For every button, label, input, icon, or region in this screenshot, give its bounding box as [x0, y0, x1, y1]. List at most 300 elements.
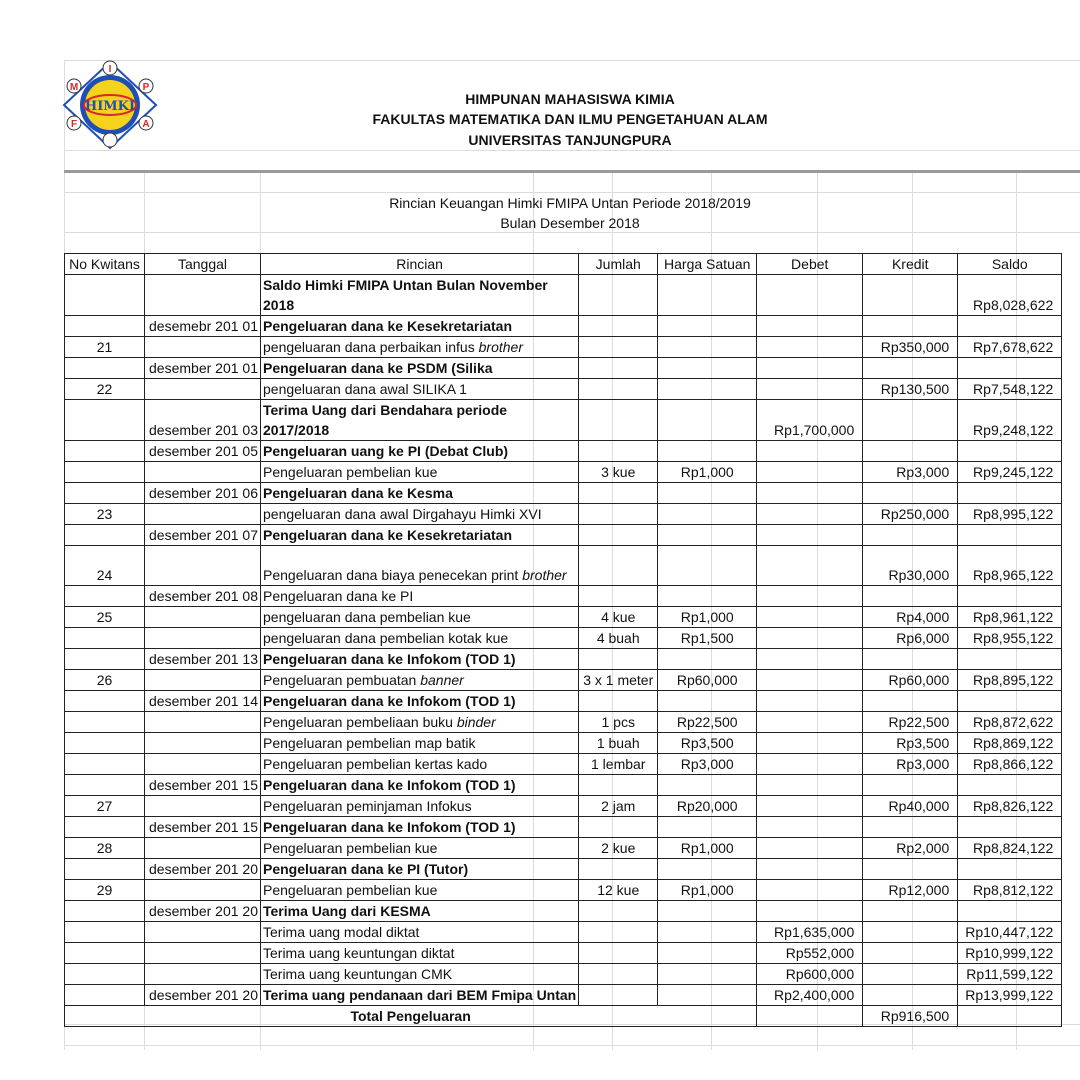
cell-harga: [658, 337, 757, 358]
table-row: [65, 586, 1062, 607]
cell-no: 28: [65, 838, 145, 859]
cell-harga: Rp20,000: [658, 796, 757, 817]
cell-jumlah: [579, 901, 658, 922]
col-header-harga: Harga Satuan: [658, 254, 757, 275]
cell-rincian: Terima Uang dari KESMA: [261, 901, 579, 922]
cell-debet: [757, 628, 863, 649]
cell-tanggal: [145, 379, 261, 400]
cell-kredit: [863, 525, 958, 546]
table-row: [65, 733, 1062, 754]
cell-no: [65, 400, 145, 441]
cell-jumlah: [579, 337, 658, 358]
cell-kredit: Rp40,000: [863, 796, 958, 817]
cell-debet: Rp2,400,000: [757, 985, 863, 1006]
table-row: [65, 817, 1062, 838]
cell-jumlah: 1 pcs: [579, 712, 658, 733]
cell-no: [65, 817, 145, 838]
cell-saldo: [958, 441, 1062, 462]
table-row: [65, 796, 1062, 817]
cell-jumlah: [579, 525, 658, 546]
cell-rincian: pengeluaran dana pembelian kue: [261, 607, 579, 628]
cell-rincian: Pengeluaran dana ke Infokom (TOD 1): [261, 817, 579, 838]
cell-jumlah: 4 kue: [579, 607, 658, 628]
cell-debet: [757, 712, 863, 733]
cell-rincian: Pengeluaran dana ke Kesma: [261, 483, 579, 504]
cell-tanggal: [145, 838, 261, 859]
cell-rincian: Pengeluaran pembelian kue: [261, 462, 579, 483]
cell-harga: Rp22,500: [658, 712, 757, 733]
cell-rincian: Pengeluaran dana biaya penecekan print brother: [261, 546, 579, 586]
cell-harga: Rp1,000: [658, 462, 757, 483]
cell-debet: [757, 670, 863, 691]
cell-kredit: [863, 901, 958, 922]
cell-debet: [757, 483, 863, 504]
cell-kredit: Rp350,000: [863, 337, 958, 358]
cell-tanggal: [145, 462, 261, 483]
cell-kredit: [863, 817, 958, 838]
org-line-2: FAKULTAS MATEMATIKA DAN ILMU PENGETAHUAN ALAM: [372, 111, 768, 127]
table-row: [65, 607, 1062, 628]
cell-kredit: [863, 775, 958, 796]
cell-no: [65, 316, 145, 337]
italic-term: binder: [456, 714, 496, 730]
cell-harga: [658, 379, 757, 400]
cell-harga: [658, 546, 757, 586]
table-row: [65, 483, 1062, 504]
cell-saldo: [958, 775, 1062, 796]
cell-kredit: Rp3,000: [863, 462, 958, 483]
cell-no: [65, 586, 145, 607]
cell-rincian: pengeluaran dana awal Dirgahayu Himki XVI: [261, 504, 579, 525]
cell-kredit: [863, 691, 958, 712]
cell-tanggal: [145, 504, 261, 525]
cell-kredit: [863, 649, 958, 670]
italic-term: brother: [522, 567, 567, 583]
cell-kredit: [863, 943, 958, 964]
cell-kredit: [863, 859, 958, 880]
cell-harga: [658, 922, 757, 943]
cell-saldo: [958, 525, 1062, 546]
cell-jumlah: [579, 358, 658, 379]
cell-saldo: Rp8,824,122: [958, 838, 1062, 859]
cell-rincian: Pengeluaran uang ke PI (Debat Club): [261, 441, 579, 462]
cell-debet: [757, 838, 863, 859]
cell-no: [65, 922, 145, 943]
cell-debet: [757, 859, 863, 880]
cell-kredit: Rp130,500: [863, 379, 958, 400]
cell-jumlah: 12 kue: [579, 880, 658, 901]
cell-saldo: [958, 483, 1062, 504]
cell-saldo: Rp7,548,122: [958, 379, 1062, 400]
cell-tanggal: 06 desember 201: [145, 483, 261, 504]
table-row: [65, 670, 1062, 691]
table-row: [65, 901, 1062, 922]
cell-tanggal: 01 desemebr 201: [145, 316, 261, 337]
cell-jumlah: [579, 586, 658, 607]
col-header-jumlah: Jumlah: [579, 254, 658, 275]
cell-kredit: Rp3,500: [863, 733, 958, 754]
cell-kredit: [863, 316, 958, 337]
cell-no: [65, 649, 145, 670]
cell-debet: [757, 901, 863, 922]
cell-no: 23: [65, 504, 145, 525]
cell-no: [65, 754, 145, 775]
cell-harga: [658, 985, 757, 1006]
cell-debet: [757, 358, 863, 379]
cell-rincian: pengeluaran dana awal SILIKA 1: [261, 379, 579, 400]
cell-saldo: Rp8,895,122: [958, 670, 1062, 691]
cell-debet: [757, 379, 863, 400]
cell-tanggal: [145, 628, 261, 649]
cell-rincian: Pengeluaran dana ke Kesekretariatan: [261, 316, 579, 337]
cell-no: 24: [65, 546, 145, 586]
cell-debet: Rp1,635,000: [757, 922, 863, 943]
cell-harga: [658, 504, 757, 525]
cell-harga: [658, 400, 757, 441]
cell-saldo: [958, 817, 1062, 838]
cell-harga: [658, 817, 757, 838]
cell-harga: Rp1,000: [658, 838, 757, 859]
cell-saldo: Rp8,826,122: [958, 796, 1062, 817]
cell-debet: [757, 504, 863, 525]
logo-letter-m: M: [69, 82, 79, 93]
cell-tanggal: [145, 670, 261, 691]
cell-rincian: Pengeluaran dana ke Kesekretariatan: [261, 525, 579, 546]
cell-kredit: [863, 922, 958, 943]
cell-tanggal: [145, 943, 261, 964]
cell-saldo: [958, 649, 1062, 670]
table-row: [65, 275, 1062, 316]
cell-no: [65, 358, 145, 379]
cell-jumlah: [579, 817, 658, 838]
cell-kredit: Rp6,000: [863, 628, 958, 649]
table-row: [65, 316, 1062, 337]
cell-saldo: [958, 316, 1062, 337]
logo-letter-i: I: [108, 64, 112, 75]
table-row: [65, 880, 1062, 901]
cell-kredit: [863, 985, 958, 1006]
column-header-row: [65, 254, 1062, 275]
cell-debet: [757, 586, 863, 607]
cell-jumlah: [579, 483, 658, 504]
cell-saldo: Rp8,965,122: [958, 546, 1062, 586]
cell-jumlah: [579, 400, 658, 441]
cell-saldo: Rp8,955,122: [958, 628, 1062, 649]
cell-harga: [658, 358, 757, 379]
cell-rincian: Pengeluaran pembuatan banner: [261, 670, 579, 691]
cell-harga: Rp1,000: [658, 880, 757, 901]
cell-jumlah: [579, 649, 658, 670]
cell-tanggal: [145, 733, 261, 754]
cell-kredit: Rp12,000: [863, 880, 958, 901]
cell-debet: [757, 441, 863, 462]
table-row: [65, 400, 1062, 441]
table-row: [65, 922, 1062, 943]
table-row: [65, 462, 1062, 483]
cell-harga: [658, 901, 757, 922]
logo-letter-a: A: [142, 119, 150, 130]
cell-harga: [658, 441, 757, 462]
table-row: [65, 546, 1062, 586]
cell-kredit: [863, 400, 958, 441]
cell-rincian: Pengeluaran dana ke Infokom (TOD 1): [261, 775, 579, 796]
cell-tanggal: [145, 754, 261, 775]
cell-no: 29: [65, 880, 145, 901]
cell-tanggal: [145, 607, 261, 628]
cell-saldo: Rp8,812,122: [958, 880, 1062, 901]
cell-debet: Rp1,700,000: [757, 400, 863, 441]
cell-jumlah: [579, 943, 658, 964]
cell-kredit: [863, 358, 958, 379]
cell-saldo: Rp11,599,122: [958, 964, 1062, 985]
cell-kredit: Rp30,000: [863, 546, 958, 586]
cell-tanggal: [145, 922, 261, 943]
cell-kredit: [863, 441, 958, 462]
cell-harga: [658, 316, 757, 337]
cell-no: 26: [65, 670, 145, 691]
cell-saldo: [958, 358, 1062, 379]
cell-no: [65, 441, 145, 462]
grid-line: [64, 150, 1080, 151]
cell-harga: [658, 649, 757, 670]
cell-jumlah: [579, 316, 658, 337]
cell-rincian: Terima uang keuntungan diktat: [261, 943, 579, 964]
cell-jumlah: [579, 691, 658, 712]
cell-saldo: Rp8,866,122: [958, 754, 1062, 775]
cell-no: [65, 691, 145, 712]
report-period: Bulan Desember 2018: [500, 215, 640, 231]
cell-jumlah: [579, 775, 658, 796]
cell-no: [65, 712, 145, 733]
cell-rincian: Terima Uang dari Bendahara periode 2017/2018: [261, 400, 579, 441]
cell-no: [65, 943, 145, 964]
cell-jumlah: 1 lembar: [579, 754, 658, 775]
cell-kredit: Rp4,000: [863, 607, 958, 628]
cell-tanggal: [145, 880, 261, 901]
cell-no: [65, 985, 145, 1006]
cell-debet: [757, 775, 863, 796]
logo-text: HIMKI: [84, 99, 136, 114]
table-row: [65, 775, 1062, 796]
cell-saldo: [958, 691, 1062, 712]
report-title: Rincian Keuangan Himki FMIPA Untan Periode 2018/2019: [389, 195, 751, 211]
col-header-saldo: Saldo: [958, 254, 1062, 275]
cell-harga: [658, 775, 757, 796]
cell-no: [65, 275, 145, 316]
cell-tanggal: 15 desember 201: [145, 817, 261, 838]
cell-saldo: [958, 901, 1062, 922]
cell-jumlah: [579, 985, 658, 1006]
ledger-body: [65, 275, 1062, 1006]
cell-rincian: Terima uang pendanaan dari BEM Fmipa Untan: [261, 985, 579, 1006]
cell-tanggal: [145, 337, 261, 358]
cell-no: [65, 525, 145, 546]
cell-kredit: [863, 483, 958, 504]
cell-no: [65, 859, 145, 880]
table-row: [65, 943, 1062, 964]
cell-tanggal: 05 desember 201: [145, 441, 261, 462]
cell-harga: [658, 275, 757, 316]
table-row: [65, 379, 1062, 400]
col-header-debet: Debet: [757, 254, 863, 275]
ledger-table: [64, 253, 1062, 1027]
cell-rincian: Pengeluaran peminjaman Infokus: [261, 796, 579, 817]
table-row: [65, 441, 1062, 462]
cell-jumlah: 4 buah: [579, 628, 658, 649]
cell-saldo: Rp8,028,622: [958, 275, 1062, 316]
cell-harga: [658, 964, 757, 985]
cell-saldo: Rp9,245,122: [958, 462, 1062, 483]
table-row: [65, 649, 1062, 670]
cell-debet: [757, 880, 863, 901]
total-kredit: Rp916,500: [863, 1006, 958, 1027]
logo-letter-f: F: [70, 119, 78, 130]
cell-rincian: Terima uang modal diktat: [261, 922, 579, 943]
cell-harga: [658, 859, 757, 880]
table-row: [65, 525, 1062, 546]
cell-no: [65, 901, 145, 922]
cell-rincian: Pengeluaran dana ke Infokom (TOD 1): [261, 691, 579, 712]
cell-tanggal: 08 desember 201: [145, 586, 261, 607]
cell-tanggal: [145, 546, 261, 586]
total-saldo: [958, 1006, 1062, 1027]
logo-emblem-bottom: [103, 133, 117, 147]
cell-debet: [757, 525, 863, 546]
cell-kredit: [863, 586, 958, 607]
cell-jumlah: [579, 964, 658, 985]
cell-rincian: pengeluaran dana perbaikan infus brother: [261, 337, 579, 358]
cell-rincian: pengeluaran dana pembelian kotak kue: [261, 628, 579, 649]
table-row: [65, 838, 1062, 859]
cell-kredit: Rp22,500: [863, 712, 958, 733]
cell-saldo: Rp13,999,122: [958, 985, 1062, 1006]
cell-debet: [757, 546, 863, 586]
cell-debet: [757, 754, 863, 775]
cell-debet: [757, 649, 863, 670]
table-row: [65, 754, 1062, 775]
header-divider: [64, 170, 1080, 173]
cell-jumlah: 2 jam: [579, 796, 658, 817]
cell-debet: [757, 733, 863, 754]
cell-harga: Rp1,500: [658, 628, 757, 649]
cell-saldo: Rp7,678,622: [958, 337, 1062, 358]
cell-tanggal: 15 desember 201: [145, 775, 261, 796]
cell-debet: [757, 796, 863, 817]
cell-kredit: Rp2,000: [863, 838, 958, 859]
cell-debet: Rp600,000: [757, 964, 863, 985]
cell-rincian: Pengeluaran pembelian map batik: [261, 733, 579, 754]
cell-no: 21: [65, 337, 145, 358]
cell-kredit: [863, 275, 958, 316]
cell-kredit: Rp250,000: [863, 504, 958, 525]
cell-harga: Rp3,500: [658, 733, 757, 754]
cell-rincian: Pengeluaran pembelian kertas kado: [261, 754, 579, 775]
cell-harga: [658, 691, 757, 712]
cell-tanggal: 07 desember 201: [145, 525, 261, 546]
cell-jumlah: 3 x 1 meter: [579, 670, 658, 691]
cell-saldo: Rp8,872,622: [958, 712, 1062, 733]
total-row: [65, 1006, 1062, 1027]
cell-no: [65, 483, 145, 504]
table-row: [65, 859, 1062, 880]
grid-line: [64, 1045, 1080, 1046]
cell-debet: [757, 316, 863, 337]
cell-debet: [757, 462, 863, 483]
cell-saldo: [958, 586, 1062, 607]
cell-saldo: [958, 859, 1062, 880]
cell-rincian: Pengeluaran pembelian kue: [261, 880, 579, 901]
col-header-tanggal: Tanggal: [145, 254, 261, 275]
col-header-kredit: Kredit: [863, 254, 958, 275]
cell-tanggal: 14 desember 201: [145, 691, 261, 712]
cell-no: 27: [65, 796, 145, 817]
cell-jumlah: [579, 546, 658, 586]
total-debet: [757, 1006, 863, 1027]
cell-harga: Rp1,000: [658, 607, 757, 628]
cell-jumlah: [579, 275, 658, 316]
cell-saldo: Rp8,869,122: [958, 733, 1062, 754]
cell-tanggal: [145, 964, 261, 985]
cell-rincian: Terima uang keuntungan CMK: [261, 964, 579, 985]
italic-term: brother: [478, 339, 523, 355]
cell-rincian: Pengeluaran dana ke PI: [261, 586, 579, 607]
cell-rincian: Pengeluaran pembeliaan buku binder: [261, 712, 579, 733]
cell-no: 22: [65, 379, 145, 400]
cell-rincian: Pengeluaran dana ke PI (Tutor): [261, 859, 579, 880]
cell-debet: [757, 275, 863, 316]
table-row: [65, 985, 1062, 1006]
org-line-3: UNIVERSITAS TANJUNGPURA: [468, 132, 672, 148]
cell-tanggal: [145, 796, 261, 817]
table-row: [65, 358, 1062, 379]
cell-jumlah: [579, 441, 658, 462]
table-row: [65, 504, 1062, 525]
cell-tanggal: [145, 275, 261, 316]
himki-logo: [60, 60, 160, 150]
cell-jumlah: 1 buah: [579, 733, 658, 754]
cell-harga: Rp3,000: [658, 754, 757, 775]
cell-jumlah: [579, 922, 658, 943]
cell-saldo: Rp8,995,122: [958, 504, 1062, 525]
total-label: Total Pengeluaran: [65, 1006, 757, 1027]
cell-kredit: Rp60,000: [863, 670, 958, 691]
cell-rincian: Pengeluaran pembelian kue: [261, 838, 579, 859]
cell-debet: [757, 337, 863, 358]
table-row: [65, 337, 1062, 358]
col-header-no: No Kwitans: [65, 254, 145, 275]
grid-line: [64, 60, 1080, 61]
italic-term: banner: [420, 672, 464, 688]
col-header-rincian: Rincian: [261, 254, 579, 275]
cell-jumlah: 2 kue: [579, 838, 658, 859]
cell-debet: [757, 607, 863, 628]
cell-saldo: Rp10,447,122: [958, 922, 1062, 943]
cell-no: [65, 733, 145, 754]
table-row: [65, 964, 1062, 985]
logo-letter-p: P: [142, 82, 150, 93]
cell-rincian: Saldo Himki FMIPA Untan Bulan November 2018: [261, 275, 579, 316]
cell-tanggal: 20 desember 201: [145, 859, 261, 880]
cell-no: [65, 964, 145, 985]
table-row: [65, 628, 1062, 649]
cell-saldo: Rp9,248,122: [958, 400, 1062, 441]
cell-debet: Rp552,000: [757, 943, 863, 964]
cell-kredit: [863, 964, 958, 985]
cell-harga: Rp60,000: [658, 670, 757, 691]
cell-no: 25: [65, 607, 145, 628]
cell-tanggal: 13 desember 201: [145, 649, 261, 670]
table-row: [65, 691, 1062, 712]
